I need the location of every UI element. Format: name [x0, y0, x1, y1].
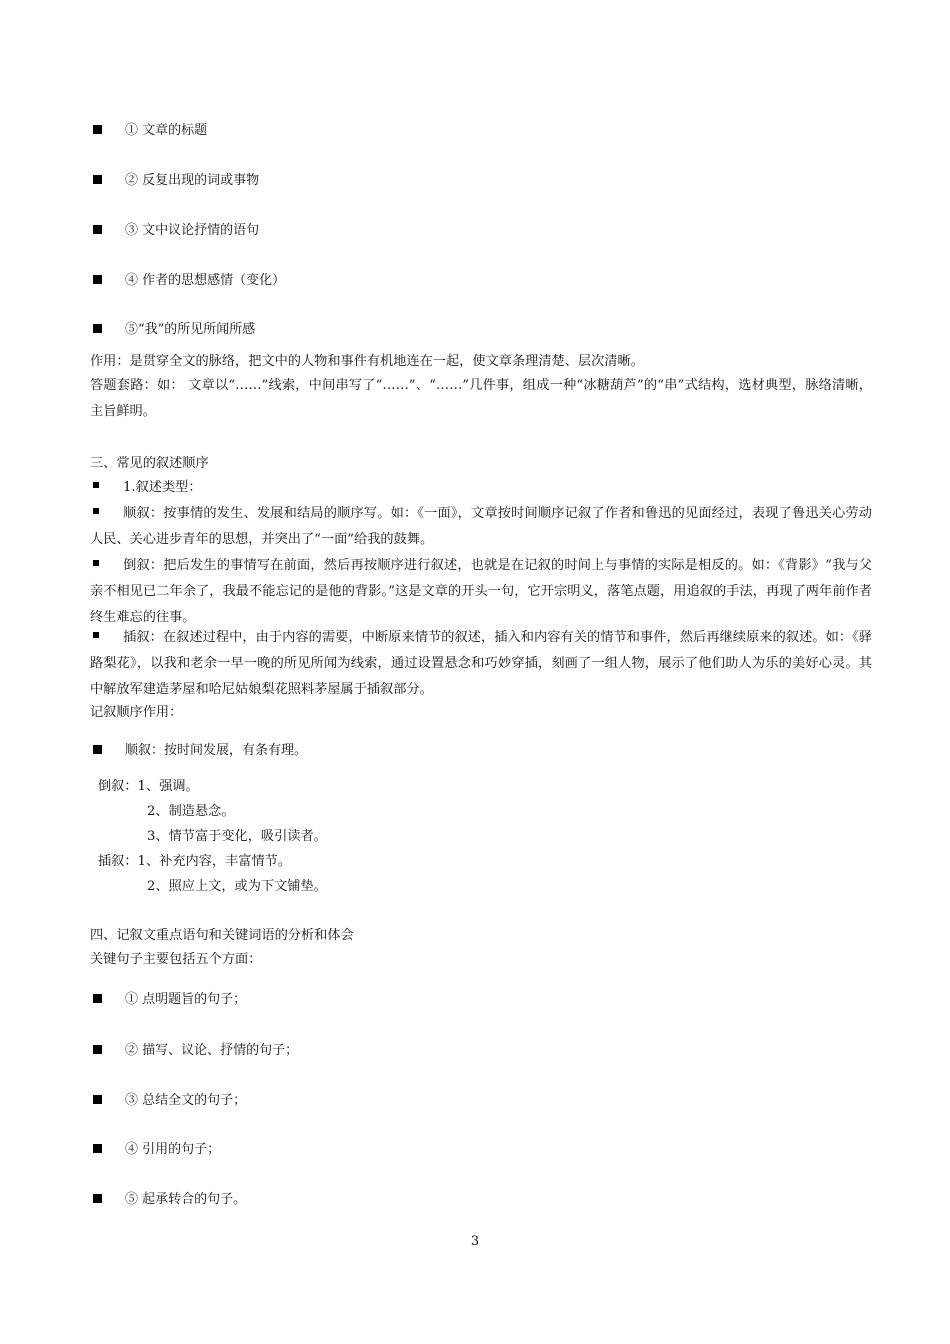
clue-function-text: 作用：是贯穿全文的脉络，把文中的人物和事件有机地连在一起，使文章条理清楚、层次清晰。	[90, 354, 644, 369]
square-bullet-icon	[93, 1194, 102, 1203]
square-bullet-icon	[93, 225, 102, 234]
square-bullet-icon	[93, 745, 102, 754]
square-bullet-icon	[93, 994, 102, 1003]
square-bullet-icon	[93, 125, 102, 134]
dao-effect-line: 倒叙：1、强调。	[98, 779, 199, 794]
effect-label: 记叙顺序作用：	[90, 705, 183, 720]
types-label-line: 1.叙述类型：	[90, 475, 872, 501]
dao-effect-line: 3、情节富于变化，吸引读者。	[147, 829, 327, 844]
square-bullet-icon	[93, 482, 99, 488]
square-bullet-icon	[93, 508, 99, 514]
square-bullet-icon	[93, 324, 102, 333]
square-bullet-icon	[93, 632, 99, 638]
square-bullet-icon	[93, 1144, 102, 1153]
square-bullet-icon	[93, 275, 102, 284]
shunxu-paragraph: 顺叙：按事情的发生、发展和结局的顺序写。如：《一面》，文章按时间顺序记叙了作者和鲁迅的见面经过，表现了鲁迅关心劳动人民、关心进步青年的思想，并突出了“一面”给我的鼓舞。	[90, 506, 872, 547]
section-heading: 三、常见的叙述顺序	[90, 456, 209, 471]
cha-effect-line: 2、照应上文，或为下文铺垫。	[147, 879, 327, 894]
daoxu-paragraph: 倒叙：把后发生的事情写在前面，然后再按顺序进行叙述，也就是在记叙的时间上与事情的实际是相反的。如：《背影》“我与父亲不相见已二年余了，我最不能忘记的是他的背影。”这是文章的开头一句，它开宗明义，落笔点题，用追叙的手法，再现了两年前作者终生难忘的往事。	[90, 558, 872, 625]
square-bullet-icon	[93, 1045, 102, 1054]
cha-effect-line: 插叙：1、补充内容，丰富情节。	[98, 854, 292, 869]
chaxu-paragraph: 插叙：在叙述过程中，由于内容的需要，中断原来情节的叙述，插入和内容有关的情节和事件，然后再继续原来的叙述。如：《驿路梨花》，以我和老余一早一晚的所见所闻为线索，通过设置悬念和巧妙穿插，刻画了一组人物，展示了他们助人为乐的美好心灵。其中解放军建造茅屋和哈尼姑娘梨花照料茅屋属于插叙部分。	[90, 630, 872, 697]
section-heading: 四、记叙文重点语句和关键词语的分析和体会	[90, 928, 354, 943]
clue-answer-paragraph: 答题套路：如： 文章以“……”线索，中间串写了“……”、“……”几件事，组成一种“冰糖葫芦”的“串”式结构，选材典型，脉络清晰，主旨鲜明。	[90, 378, 872, 419]
square-bullet-icon	[93, 1095, 102, 1104]
square-bullet-icon	[93, 560, 99, 566]
document-page: ① 文章的标题 ② 反复出现的词或事物 ③ 文中议论抒情的语句 ④ 作者的思想感情（变化） ⑤“我”的所见所闻所感 作用：是贯穿全文的脉络，把文中的人物和事件有机地连在一起，使文章条理清楚、层次清晰。 答题套路：如： 文章以“……”线索，中间串写了“……”、“……”几件事，组成一种“冰糖葫芦”的“串”式结构，选材典型，脉络清晰，主旨鲜明。 三、常见的叙述顺序 1.叙述类型： 顺叙：按事情的发生、发展和结局的顺序写。如：《一面》，文章按时间顺序记叙了作者和鲁迅的见面经过，表现了鲁迅关心劳动人民、关心进步青年的思想，并突出了“一面”给我的鼓舞。 倒叙：把后发生的事情写在前面，然后再按顺序进行叙述，也就是在记叙的时间上与事情的实际是相反的。如：《背影》“我与父亲不相见已二年余了，我最不能忘记的是他的背影。”这是文章的开头一句，它开宗明义，落笔点题，用追叙的手法，再现了两年前作者终生难忘的往事。 插叙：在叙述过程中，由于内容的需要，中断原来情节的叙述，插入和内容有关的情节和事件，然后再继续原来的叙述。如：《驿路梨花》，以我和老余一早一晚的所见所闻为线索，通过设置悬念和巧妙穿插，刻画了一组人物，展示了他们助人为乐的美好心灵。其中解放军建造茅屋和哈尼姑娘梨花照料茅屋属于插叙部分。 记叙顺序作用： 顺叙：按时间发展，有条有理。 倒叙：1、强调。 2、制造悬念。 3、情节富于变化，吸引读者。 插叙：1、补充内容，丰富情节。 2、照应上文，或为下文铺垫。 四、记叙文重点语句和关键词语的分析和体会 关键句子主要包括五个方面： ① 点明题旨的句子； ② 描写、议论、抒情的句子； ③ 总结全文的句子； ④ 引用的句子； ⑤ 起承转合的句子。 3	[0, 0, 950, 1344]
dao-effect-line: 2、制造悬念。	[147, 804, 235, 819]
square-bullet-icon	[93, 175, 102, 184]
page-number: 3	[470, 1234, 480, 1249]
section-intro: 关键句子主要包括五个方面：	[90, 952, 262, 967]
